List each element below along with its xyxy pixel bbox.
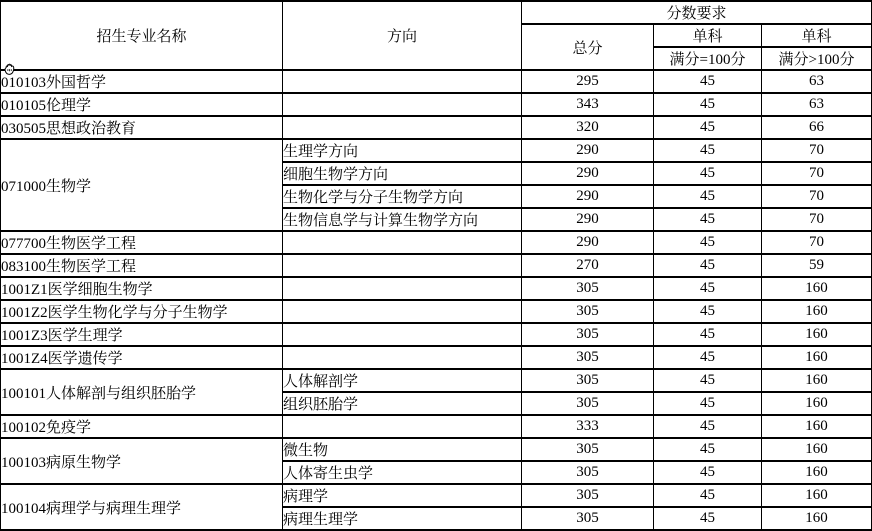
single-100-cell: 45 <box>654 139 762 162</box>
single-100-cell: 45 <box>654 369 762 392</box>
total-score-cell: 305 <box>522 369 654 392</box>
direction-cell: 生物信息学与计算生物学方向 <box>283 208 522 231</box>
single-100-cell: 45 <box>654 162 762 185</box>
total-score-cell: 290 <box>522 185 654 208</box>
single-100-cell: 45 <box>654 438 762 461</box>
direction-cell: 微生物 <box>283 438 522 461</box>
direction-cell <box>283 70 522 93</box>
major-cell: 010103外国哲学 <box>1 70 283 93</box>
total-score-cell: 305 <box>522 277 654 300</box>
single-100-cell: 45 <box>654 93 762 116</box>
major-column-header: 招生专业名称 <box>1 1 283 70</box>
single-subject-over-100-header: 单科 <box>762 24 872 47</box>
single-over-100-cell: 70 <box>762 208 872 231</box>
table-row <box>1 70 872 93</box>
single-100-cell: 45 <box>654 300 762 323</box>
major-cell: 100101人体解剖与组织胚胎学 <box>1 369 283 415</box>
single-over-100-cell: 160 <box>762 507 872 530</box>
total-score-cell: 295 <box>522 70 654 93</box>
total-score-cell: 290 <box>522 208 654 231</box>
table-row <box>1 93 872 116</box>
single-subject-100-header: 单科 <box>654 24 762 47</box>
single-over-100-cell: 160 <box>762 461 872 484</box>
single-over-100-cell: 160 <box>762 415 872 438</box>
single-over-100-cell: 70 <box>762 162 872 185</box>
single-subject-100-subheader: 满分=100分 <box>654 47 762 70</box>
direction-cell: 生理学方向 <box>283 139 522 162</box>
table-row <box>1 254 872 277</box>
score-requirements-group-header: 分数要求 <box>522 1 872 24</box>
table-row <box>1 369 872 392</box>
single-100-cell: 45 <box>654 231 762 254</box>
single-100-cell: 45 <box>654 70 762 93</box>
direction-column-header: 方向 <box>283 1 522 70</box>
total-score-cell: 320 <box>522 116 654 139</box>
single-100-cell: 45 <box>654 277 762 300</box>
direction-cell <box>283 415 522 438</box>
direction-cell: 人体寄生虫学 <box>283 461 522 484</box>
single-100-cell: 45 <box>654 484 762 507</box>
direction-cell: 组织胚胎学 <box>283 392 522 415</box>
total-score-cell: 305 <box>522 300 654 323</box>
total-score-cell: 305 <box>522 484 654 507</box>
direction-cell: 细胞生物学方向 <box>283 162 522 185</box>
major-cell: 1001Z4医学遗传学 <box>1 346 283 369</box>
total-score-cell: 305 <box>522 346 654 369</box>
single-100-cell: 45 <box>654 208 762 231</box>
single-100-cell: 45 <box>654 392 762 415</box>
single-over-100-cell: 160 <box>762 323 872 346</box>
single-over-100-cell: 63 <box>762 70 872 93</box>
direction-cell <box>283 346 522 369</box>
table-row <box>1 484 872 507</box>
total-score-cell: 343 <box>522 93 654 116</box>
single-subject-over-100-subheader: 满分>100分 <box>762 47 872 70</box>
total-score-cell: 305 <box>522 461 654 484</box>
direction-cell: 病理生理学 <box>283 507 522 530</box>
table-row <box>1 116 872 139</box>
major-cell: 071000生物学 <box>1 139 283 231</box>
direction-cell: 病理学 <box>283 484 522 507</box>
single-over-100-cell: 66 <box>762 116 872 139</box>
table-row <box>1 415 872 438</box>
total-score-cell: 333 <box>522 415 654 438</box>
single-100-cell: 45 <box>654 254 762 277</box>
single-over-100-cell: 160 <box>762 346 872 369</box>
single-over-100-cell: 63 <box>762 93 872 116</box>
major-cell: 1001Z3医学生理学 <box>1 323 283 346</box>
major-cell: 010105伦理学 <box>1 93 283 116</box>
major-cell: 077700生物医学工程 <box>1 231 283 254</box>
single-over-100-cell: 160 <box>762 392 872 415</box>
total-score-cell: 305 <box>522 507 654 530</box>
single-over-100-cell: 160 <box>762 369 872 392</box>
major-cell: 100103病原生物学 <box>1 438 283 484</box>
single-over-100-cell: 70 <box>762 139 872 162</box>
direction-cell <box>283 231 522 254</box>
table-row <box>1 438 872 461</box>
total-score-cell: 305 <box>522 438 654 461</box>
table-row <box>1 323 872 346</box>
single-over-100-cell: 160 <box>762 438 872 461</box>
total-score-column-header: 总分 <box>522 24 654 70</box>
direction-cell <box>283 300 522 323</box>
single-over-100-cell: 70 <box>762 231 872 254</box>
total-score-cell: 305 <box>522 323 654 346</box>
direction-cell <box>283 323 522 346</box>
major-cell: 100104病理学与病理生理学 <box>1 484 283 530</box>
single-100-cell: 45 <box>654 507 762 530</box>
total-score-cell: 290 <box>522 231 654 254</box>
major-cell: 1001Z2医学生物化学与分子生物学 <box>1 300 283 323</box>
single-over-100-cell: 160 <box>762 277 872 300</box>
single-over-100-cell: 160 <box>762 484 872 507</box>
single-over-100-cell: 70 <box>762 185 872 208</box>
direction-cell <box>283 277 522 300</box>
direction-cell: 生物化学与分子生物学方向 <box>283 185 522 208</box>
single-100-cell: 45 <box>654 323 762 346</box>
single-over-100-cell: 59 <box>762 254 872 277</box>
total-score-cell: 290 <box>522 139 654 162</box>
single-over-100-cell: 160 <box>762 300 872 323</box>
major-cell: 083100生物医学工程 <box>1 254 283 277</box>
direction-cell: 人体解剖学 <box>283 369 522 392</box>
major-cell: 030505思想政治教育 <box>1 116 283 139</box>
table-row <box>1 346 872 369</box>
total-score-cell: 270 <box>522 254 654 277</box>
direction-cell <box>283 116 522 139</box>
single-100-cell: 45 <box>654 185 762 208</box>
direction-cell <box>283 254 522 277</box>
single-100-cell: 45 <box>654 116 762 139</box>
header-row-1 <box>1 1 872 24</box>
single-100-cell: 45 <box>654 346 762 369</box>
table-row <box>1 139 872 162</box>
single-100-cell: 45 <box>654 461 762 484</box>
direction-cell <box>283 93 522 116</box>
table-header <box>1 1 872 70</box>
table-body <box>1 70 872 530</box>
total-score-cell: 290 <box>522 162 654 185</box>
total-score-cell: 305 <box>522 392 654 415</box>
major-cell: 100102免疫学 <box>1 415 283 438</box>
table-row <box>1 277 872 300</box>
table-row <box>1 300 872 323</box>
major-cell: 1001Z1医学细胞生物学 <box>1 277 283 300</box>
table-row <box>1 231 872 254</box>
single-100-cell: 45 <box>654 415 762 438</box>
